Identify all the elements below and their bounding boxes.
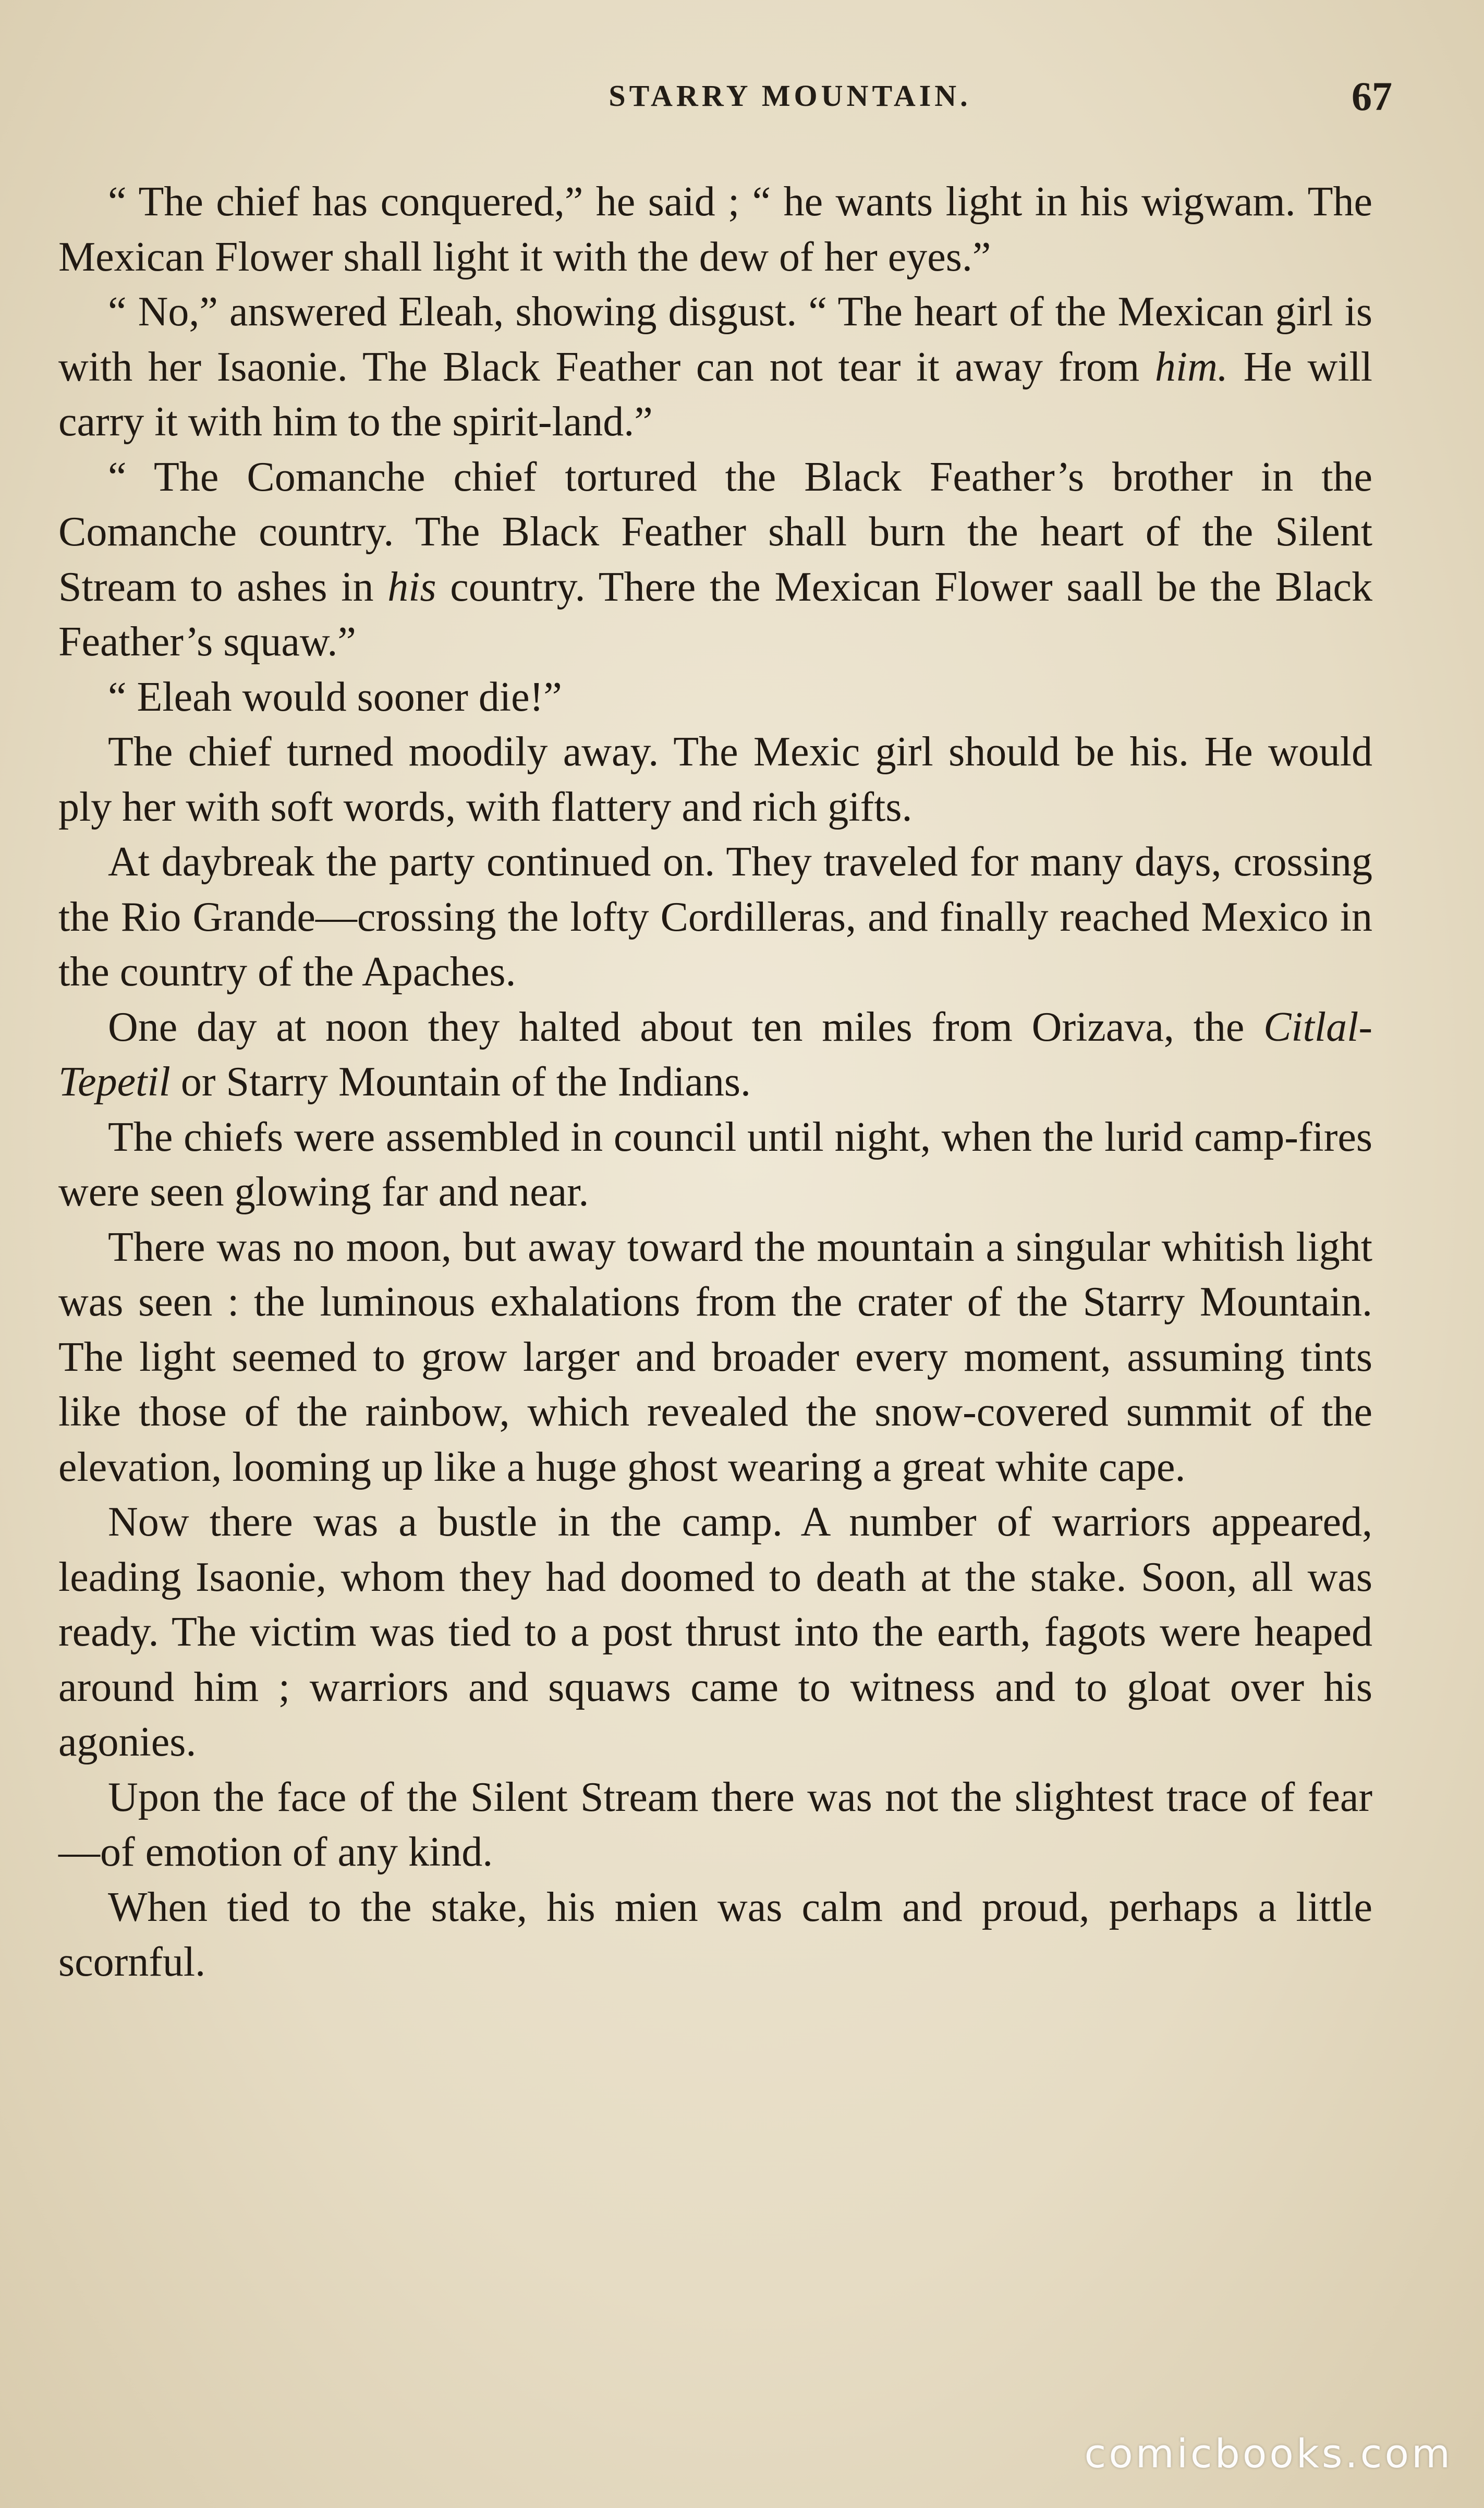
body-text <box>58 175 1372 1990</box>
paragraph <box>58 670 1372 725</box>
paragraph <box>58 725 1372 835</box>
text-run: Upon the face of the Silent Stream there was not the slightest trace of fear—of emotion of any kind. <box>58 1774 1372 1875</box>
paragraph <box>58 1495 1372 1770</box>
paragraph <box>58 450 1372 670</box>
text-run: “ The Comanche chief tortured the Black Feather’s brother in the Comanche country. The Black Feather shall burn the heart of the Silent Stream to ashes in <box>58 454 1372 610</box>
text-run: He will carry it with him to the spirit-land.” <box>58 344 1372 445</box>
text-run: At daybreak the party continued on. They traveled for many days, crossing the Rio Grande—crossing the lofty Cordilleras, and finally reached Mexico in the country of the Apaches. <box>58 839 1372 995</box>
text-run: “ No,” answered Eleah, showing disgust. “ The heart of the Mexican girl is with her Isaonie. The Black Feather can not tear it away from <box>58 289 1372 390</box>
watermark: comicbooks.com <box>1084 2430 1453 2477</box>
text-run: The chiefs were assembled in council until night, when the lurid camp-fires were seen glowing far and near. <box>58 1114 1372 1215</box>
text-run: Now there was a bustle in the camp. A number of warriors appeared, leading Isaonie, whom they had doomed to death at the stake. Soon, all was ready. The victim was tied to a post thrust into the earth, fagots were heaped around him ; warriors and squaws came to witness and to gloat over his agonies. <box>58 1499 1372 1765</box>
paragraph <box>58 1110 1372 1220</box>
paragraph <box>58 1000 1372 1110</box>
paragraph <box>58 175 1372 285</box>
text-run: “ Eleah would sooner die!” <box>108 674 562 720</box>
text-run: When tied to the stake, his mien was calm and proud, perhaps a little scornful. <box>58 1884 1372 1985</box>
text-run: There was no moon, but away toward the mountain a singular whitish light was seen : the luminous exhalations from the crater of the Starry Mountain. The light seemed to grow larger and broader every moment, assuming tints like those of the rainbow, which revealed the snow-covered summit of the elevation, looming up like a huge ghost wearing a great white cape. <box>58 1224 1372 1490</box>
running-head: STARRY MOUNTAIN. <box>609 79 971 113</box>
text-run: The chief turned moodily away. The Mexic girl should be his. He would ply her with soft words, with flattery and rich gifts. <box>58 729 1372 830</box>
text-run: “ The chief has conquered,” he said ; “ he wants light in his wigwam. The Mexican Flower shall light it with the dew of her eyes.” <box>58 179 1372 280</box>
page-number: 67 <box>1352 74 1392 119</box>
page-header <box>63 73 1392 130</box>
paragraph <box>58 1220 1372 1495</box>
italic-text: Citlal-Tepetil <box>58 1004 1372 1105</box>
paragraph <box>58 1770 1372 1880</box>
text-run: or Starry Mountain of the Indians. <box>170 1059 751 1105</box>
italic-text: him. <box>1154 344 1228 390</box>
text-run: country. There the Mexican Flower saall be the Black Feather’s squaw.” <box>58 564 1372 665</box>
paragraph <box>58 285 1372 450</box>
italic-text: his <box>387 564 436 610</box>
text-run: One day at noon they halted about ten miles from Orizava, the <box>108 1004 1264 1050</box>
paragraph <box>58 835 1372 1000</box>
paragraph <box>58 1880 1372 1990</box>
